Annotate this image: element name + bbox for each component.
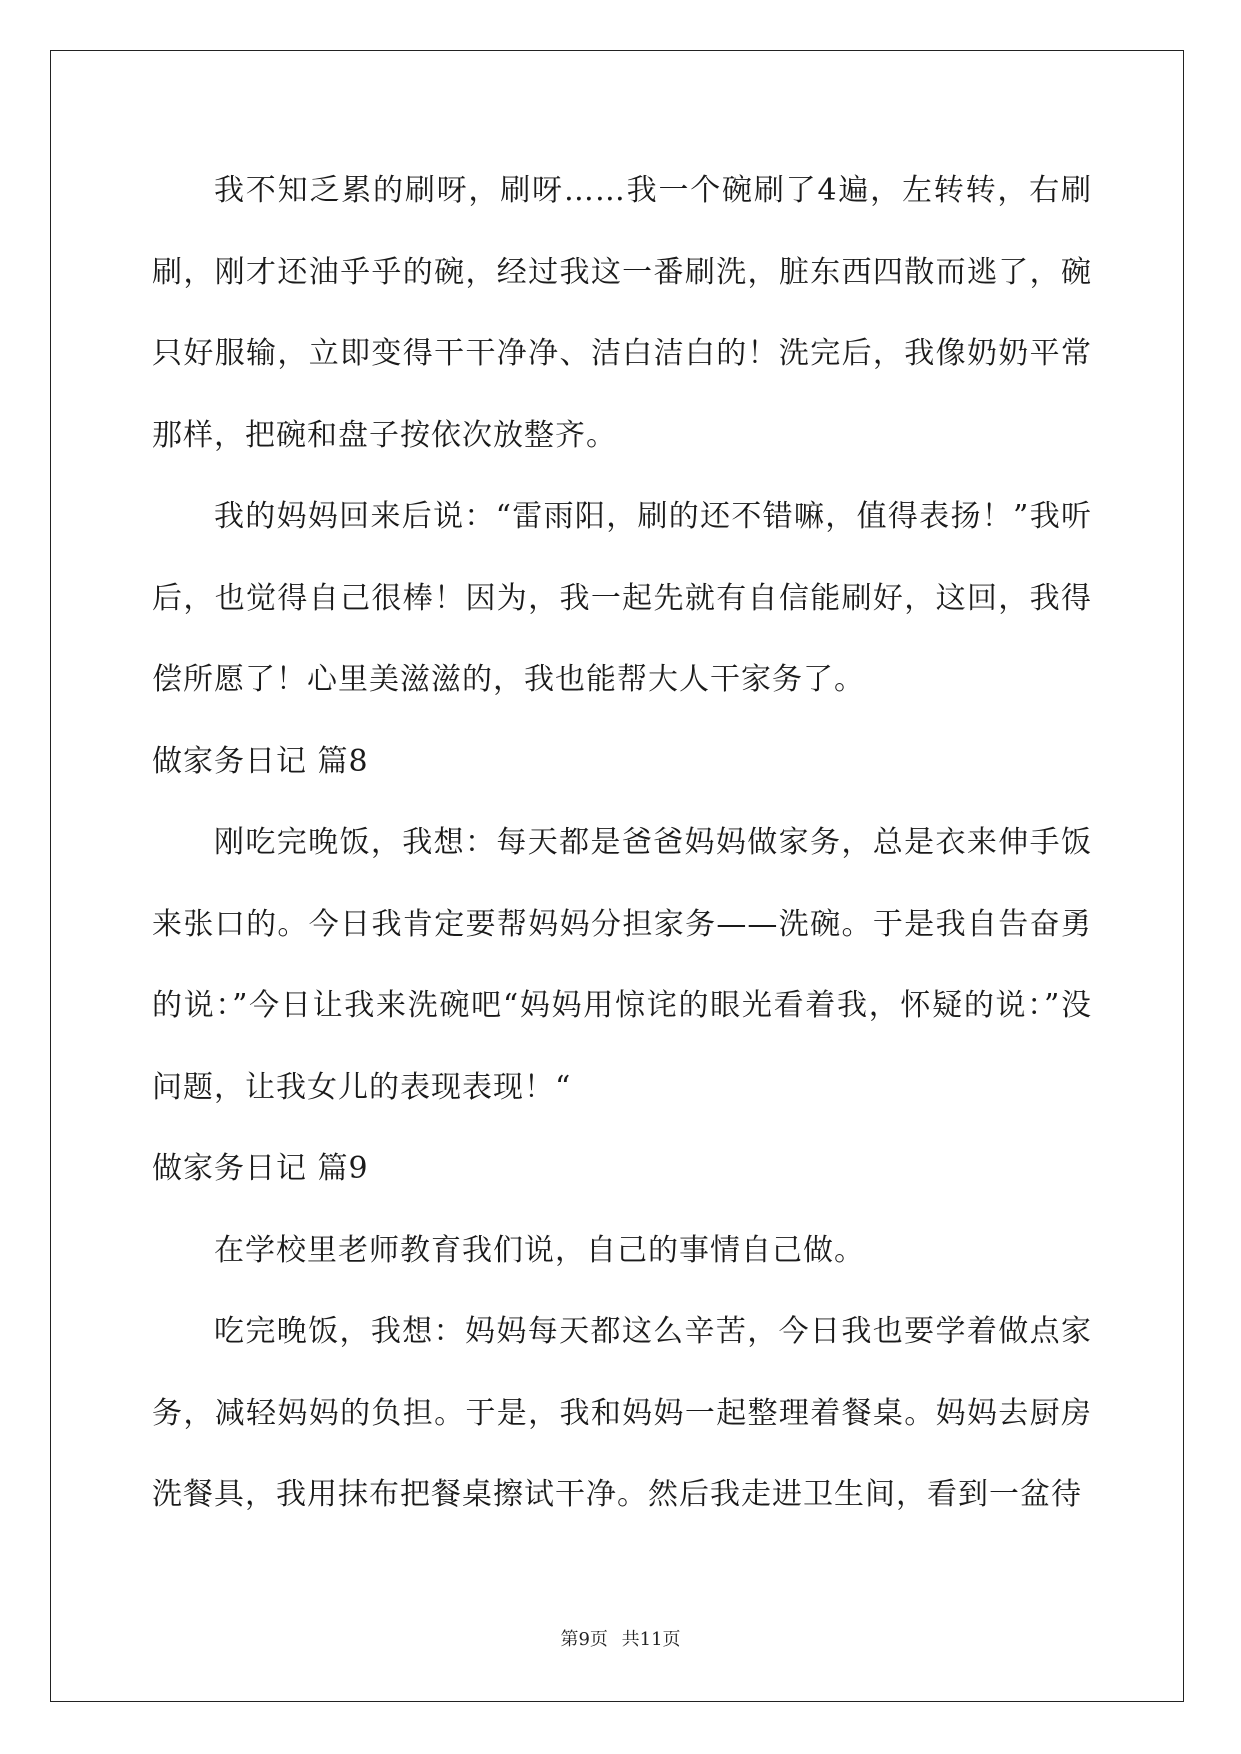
paragraph: 在学校里老师教育我们说，自己的事情自己做。 [214,1232,865,1268]
page-total: 共11页 [621,1629,681,1650]
paragraph: 我的妈妈回来后说：“雷雨阳，刷的还不错嘛，值得表扬！”我听后，也觉得自己很棒！因为，我一起先就有自信能刷好，这回，我得偿所愿了！心里美滋滋的，我也能帮大人干家务了。 [152,499,1092,697]
section-heading: 做家务日记 篇8 [152,743,369,779]
paragraph: 我不知乏累的刷呀，刷呀……我一个碗刷了4遍，左转转，右刷刷，刚才还油乎乎的碗，经过我这一番刷洗，脏东西四散而逃了，碗只好服输，立即变得干干净净、洁白洁白的！洗完后，我像奶奶平常那样，把碗和盘子按依次放整齐。 [152,173,1092,453]
document-body [152,150,1092,1536]
paragraph: 吃完晚饭，我想：妈妈每天都这么辛苦，今日我也要学着做点家务，减轻妈妈的负担。于是，我和妈妈一起整理着餐桌。妈妈去厨房洗餐具，我用抹布把餐桌擦试干净。然后我走进卫生间，看到一盆待 [152,1314,1092,1512]
page-footer [0,1625,1241,1651]
paragraph: 刚吃完晚饭，我想：每天都是爸爸妈妈做家务，总是衣来伸手饭来张口的。今日我肯定要帮妈妈分担家务——洗碗。于是我自告奋勇的说：”今日让我来洗碗吧“妈妈用惊诧的眼光看着我，怀疑的说：”没问题，让我女儿的表现表现！“ [152,825,1092,1105]
section-heading: 做家务日记 篇9 [152,1151,369,1186]
page-number: 第9页 [560,1629,608,1650]
